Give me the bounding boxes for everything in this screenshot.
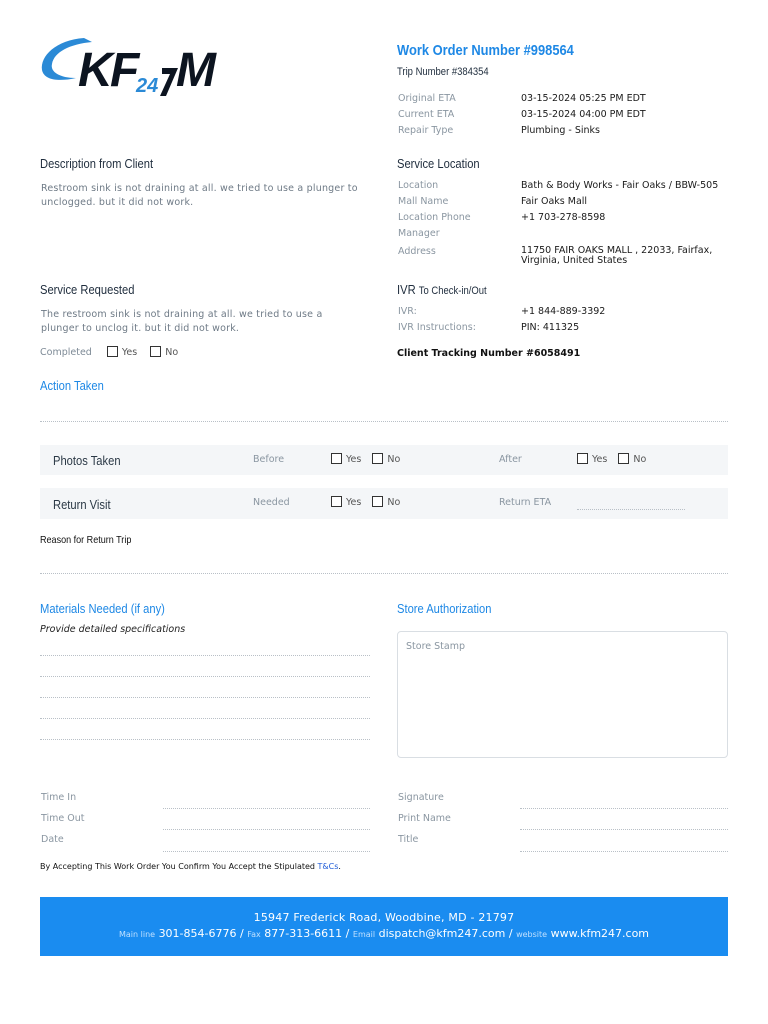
ivr-title-sub: To Check-in/Out [418,285,487,297]
return-needed-no-label: No [387,497,401,508]
main-line-number[interactable]: 301-854-6776 [158,927,237,940]
completed-label: Completed [40,347,92,358]
location-phone-label: Location Phone [398,212,471,223]
photos-after-no-checkbox[interactable] [618,453,629,464]
return-needed-label: Needed [253,497,290,508]
service-location-table [398,180,738,270]
eta-table [398,93,738,141]
photos-after-yes-label: Yes [592,454,608,465]
logo-swoosh-icon [38,34,228,102]
return-eta-field[interactable] [577,509,685,510]
svg-text:K: K [78,44,113,97]
photos-taken-title: Photos Taken [53,453,121,468]
ivr-value: +1 844-889-3392 [521,306,606,317]
store-auth-title: Store Authorization [397,601,492,616]
print-name-label: Print Name [398,813,451,824]
service-location-title: Service Location [397,156,480,171]
return-needed-yes-label: Yes [346,497,362,508]
completed-row [40,346,186,358]
mall-name-value: Fair Oaks Mall [521,196,588,207]
photos-before-options [331,453,408,465]
service-requested-text: The restroom sink is not draining at all. we tried to use a plunger to unclog it. but it did not work. [41,309,323,334]
manager-label: Manager [398,228,440,239]
return-needed-options [331,496,408,508]
terms-text: By Accepting This Work Order You Confirm You Accept the Stipulated [40,862,318,871]
description-title: Description from Client [40,156,154,171]
ivr-instructions-label: IVR Instructions: [398,322,476,333]
location-phone-value: +1 703-278-8598 [521,212,606,223]
completed-yes-checkbox[interactable] [107,346,118,357]
photos-before-yes-label: Yes [346,454,362,465]
materials-line-4[interactable] [40,718,370,719]
ivr-table [398,306,738,340]
ivr-label: IVR: [398,306,417,317]
materials-line-3[interactable] [40,697,370,698]
completed-no-label: No [165,347,179,358]
company-logo [38,34,228,102]
svg-text:F: F [110,44,140,97]
materials-subtitle: Provide detailed specifications [40,624,186,635]
date-label: Date [41,834,64,845]
ivr-instructions-value: PIN: 411325 [521,322,580,333]
svg-text:24: 24 [136,75,159,97]
photos-before-label: Before [253,454,285,465]
return-needed-yes-checkbox[interactable] [331,496,342,507]
ivr-title-main: IVR [397,282,416,297]
photos-after-options [577,453,654,465]
time-out-label: Time Out [41,813,85,824]
current-eta-label: Current ETA [398,109,455,120]
photos-after-label: After [499,454,522,465]
title-label: Title [398,834,419,845]
description-text: Restroom sink is not draining at all. we tried to use a plunger to unclogged. but it did not work. [41,183,358,208]
website-label: website [516,930,548,939]
client-tracking-number: Client Tracking Number #6058491 [397,348,581,359]
return-eta-label: Return ETA [499,497,552,508]
original-eta-label: Original ETA [398,93,456,104]
repair-type-value: Plumbing - Sinks [521,125,600,136]
mall-name-label: Mall Name [398,196,449,207]
materials-line-5[interactable] [40,739,370,740]
date-field[interactable] [163,851,370,852]
footer-sep-1: / [240,927,244,940]
terms-link[interactable]: T&Cs [317,862,339,871]
print-name-field[interactable] [520,829,728,830]
completed-yes-label: Yes [121,347,138,358]
materials-line-2[interactable] [40,676,370,677]
email-link[interactable]: dispatch@kfm247.com [378,927,506,940]
email-label: Email [352,930,376,939]
action-taken-title: Action Taken [40,378,104,393]
work-order-number: Work Order Number #998564 [397,42,574,59]
materials-line-1[interactable] [40,655,370,656]
ivr-title [397,282,487,297]
trip-number: Trip Number #384354 [397,66,489,78]
fax-number: 877-313-6611 [264,927,343,940]
time-out-field[interactable] [163,829,370,830]
store-stamp-label: Store Stamp [406,641,465,652]
photos-before-no-checkbox[interactable] [372,453,383,464]
terms-end: . [338,862,341,871]
photos-before-no-label: No [387,454,401,465]
signature-label: Signature [398,792,444,803]
completed-no-checkbox[interactable] [150,346,161,357]
main-line-label: Main line [118,930,156,939]
address-value: 11750 FAIR OAKS MALL , 22033, Fairfax, Virginia, United States [521,245,713,266]
svg-text:M: M [176,44,216,97]
return-visit-row [40,488,728,519]
footer-address: 15947 Frederick Road, Woodbine, MD - 21797 [253,911,515,924]
address-label: Address [398,246,436,257]
store-stamp-box[interactable] [397,631,728,758]
footer-banner [40,897,728,956]
photos-after-no-label: No [633,454,647,465]
photos-after-yes-checkbox[interactable] [577,453,588,464]
return-visit-title: Return Visit [53,497,111,512]
fax-label: Fax [247,930,261,939]
website-link[interactable]: www.kfm247.com [550,927,650,940]
location-value: Bath & Body Works - Fair Oaks / BBW-505 [521,180,719,191]
action-taken-line[interactable] [40,421,728,422]
return-needed-no-checkbox[interactable] [372,496,383,507]
repair-type-label: Repair Type [398,125,454,136]
time-in-label: Time In [41,792,77,803]
photos-before-yes-checkbox[interactable] [331,453,342,464]
reason-return-title: Reason for Return Trip [40,534,132,546]
signature-field[interactable] [520,808,728,809]
terms-statement [40,862,341,871]
time-in-field[interactable] [163,808,370,809]
footer-sep-2: / [345,927,350,940]
location-label: Location [398,180,439,191]
title-field[interactable] [520,851,728,852]
footer-sep-3: / [508,927,513,940]
materials-title: Materials Needed (if any) [40,601,165,616]
current-eta-value: 03-15-2024 04:00 PM EDT [521,109,646,120]
service-requested-title: Service Requested [40,282,135,297]
footer-contacts [40,927,728,940]
original-eta-value: 03-15-2024 05:25 PM EDT [521,93,646,104]
reason-return-line[interactable] [40,573,728,574]
photos-taken-row [40,445,728,475]
